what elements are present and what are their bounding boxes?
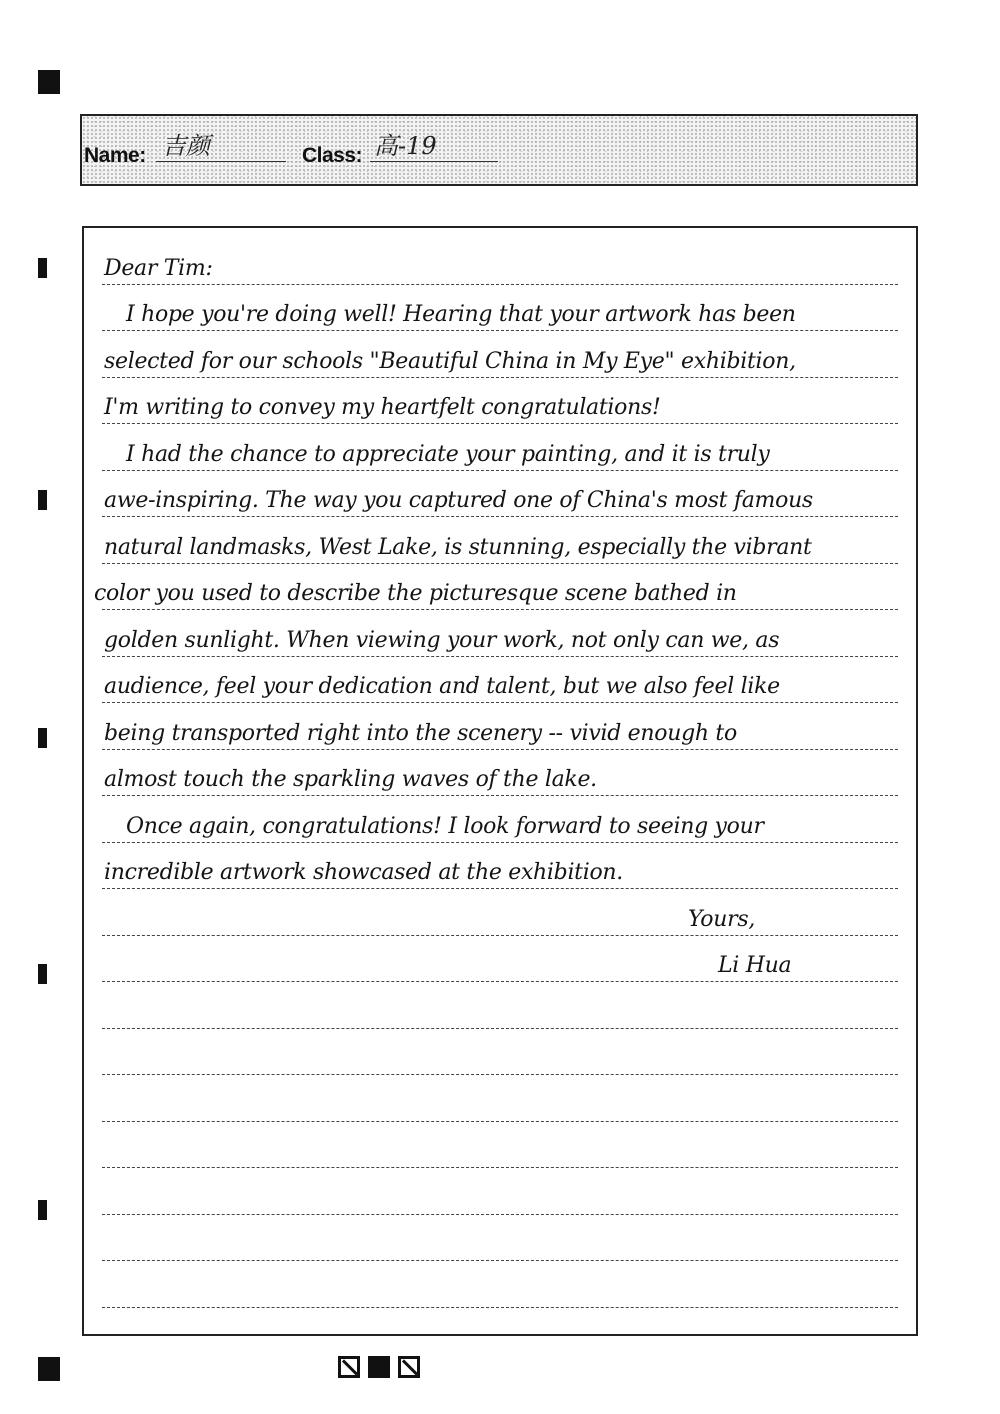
writing-line [102,982,898,1029]
letter-closing: Yours, [688,906,756,932]
registration-mark-top-left [38,70,60,94]
letter-line: Once again, congratulations! I look forward to seeing your [126,813,764,839]
letter-line: being transported right into the scenery -- vivid enough to [104,720,737,746]
writing-line [102,657,898,704]
answer-writing-area[interactable] [82,226,918,1336]
letter-line: I'm writing to convey my heartfelt congratulations! [104,395,661,420]
letter-line: color you used to describe the picturesque scene bathed in [94,581,737,606]
letter-line: I hope you're doing well! Hearing that your artwork has been [126,302,796,327]
letter-signature: Li Hua [718,953,792,978]
letter-line: natural landmasks, West Lake, is stunning, especially the vibrant [104,534,812,560]
writing-line [102,1122,898,1169]
writing-line [102,610,898,657]
letter-line: selected for our schools "Beautiful China in My Eye" exhibition, [104,348,796,374]
letter-line: I had the chance to appreciate your painting, and it is truly [126,441,770,467]
page-code-marks [338,1356,434,1382]
writing-line [102,1029,898,1076]
crossed-square-mark [338,1356,360,1378]
filled-square-mark [368,1356,390,1378]
writing-line [102,796,898,843]
student-info-header [80,114,918,186]
writing-line [94,564,898,611]
crossed-square-mark [398,1356,420,1378]
name-field[interactable]: 吉颜 [156,132,286,162]
timing-mark [38,728,47,748]
writing-line [102,1215,898,1262]
class-field[interactable]: 高-19 [370,132,498,162]
timing-mark [38,490,47,510]
writing-line [102,750,898,797]
letter-line: awe-inspiring. The way you captured one of China's most famous [104,488,813,513]
writing-line [102,889,898,936]
class-label: Class: [302,144,363,167]
writing-line [102,285,898,332]
letter-salutation: Dear Tim: [104,255,213,281]
writing-line [102,1075,898,1122]
writing-line [102,471,898,518]
timing-mark [38,258,47,278]
letter-line: incredible artwork showcased at the exhibition. [104,860,623,885]
writing-line [102,936,898,983]
writing-line [102,1168,898,1215]
timing-mark [38,964,47,984]
letter-line: golden sunlight. When viewing your work, not only can we, as [104,627,780,653]
writing-line [102,378,898,425]
registration-mark-bottom-left [38,1357,60,1381]
timing-mark [38,1200,47,1220]
letter-line: almost touch the sparkling waves of the lake. [104,767,597,792]
writing-line [102,424,898,471]
writing-line [102,331,898,378]
writing-line [102,703,898,750]
name-label: Name: [84,144,146,167]
writing-line [102,1261,898,1308]
writing-line [102,238,898,285]
writing-line [102,843,898,890]
writing-line [102,517,898,564]
letter-line: audience, feel your dedication and talent, but we also feel like [104,674,780,699]
